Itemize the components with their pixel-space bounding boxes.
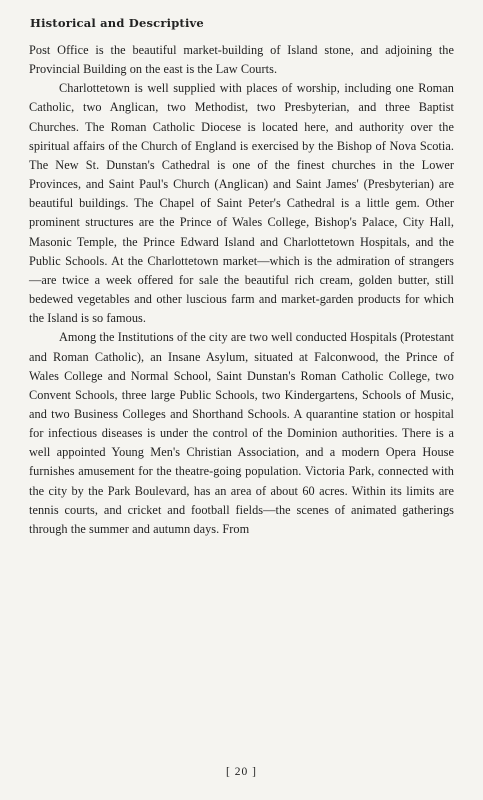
page-number: [ 20 ] (226, 766, 257, 778)
body-text (29, 41, 454, 539)
paragraph-1: Post Office is the beautiful market-building of Island stone, and adjoining the Provincial Building on the east is the Law Courts. (29, 43, 454, 77)
paragraph-3: Among the Institutions of the city are two well conducted Hospitals (Protestant and Roman Catholic), an Insane Asylum, situated at Falconwood, the Prince of Wales College and Normal School, Saint Dunstan's Roman Catholic College, two Convent Schools, three large Public Schools, two Kindergartens, Schools of Music, and two Business Colleges and Shorthand Schools. A quarantine station or hospital for infectious diseases is under the control of the Dominion authorities. There is a well appointed Young Men's Christian Association, and a modern Opera House furnishes amusement for the theatre-going population. Victoria Park, connected with the city by the Park Boulevard, has an area of about 60 acres. Within its limits are tennis courts, and cricket and football fields—the scenes of animated gatherings through the summer and autumn days. From (29, 330, 454, 536)
paragraph-2: Charlottetown is well supplied with places of worship, including one Roman Catholic, two Anglican, two Methodist, two Presbyterian, and three Baptist Churches. The Roman Catholic Diocese is located here, and authority over the spiritual affairs of the Church of England is exercised by the Bishop of Nova Scotia. The New St. Dunstan's Cathedral is one of the finest churches in the Lower Provinces, and Saint Paul's Church (Anglican) and Saint James' (Presbyterian) are beautiful buildings. The Chapel of Saint Peter's Cathedral is a little gem. Other prominent structures are the Prince of Wales College, Bishop's Palace, City Hall, Masonic Temple, the Prince Edward Island and Charlottetown Hospitals, and the Public Schools. At the Charlottetown market—which is the admiration of strangers—are twice a week offered for sale the beautiful rich cream, golden butter, still bedewed vegetables and other luscious farm and market-garden products for which the Island is so famous. (29, 81, 454, 326)
running-head: Historical and Descriptive (30, 16, 204, 30)
